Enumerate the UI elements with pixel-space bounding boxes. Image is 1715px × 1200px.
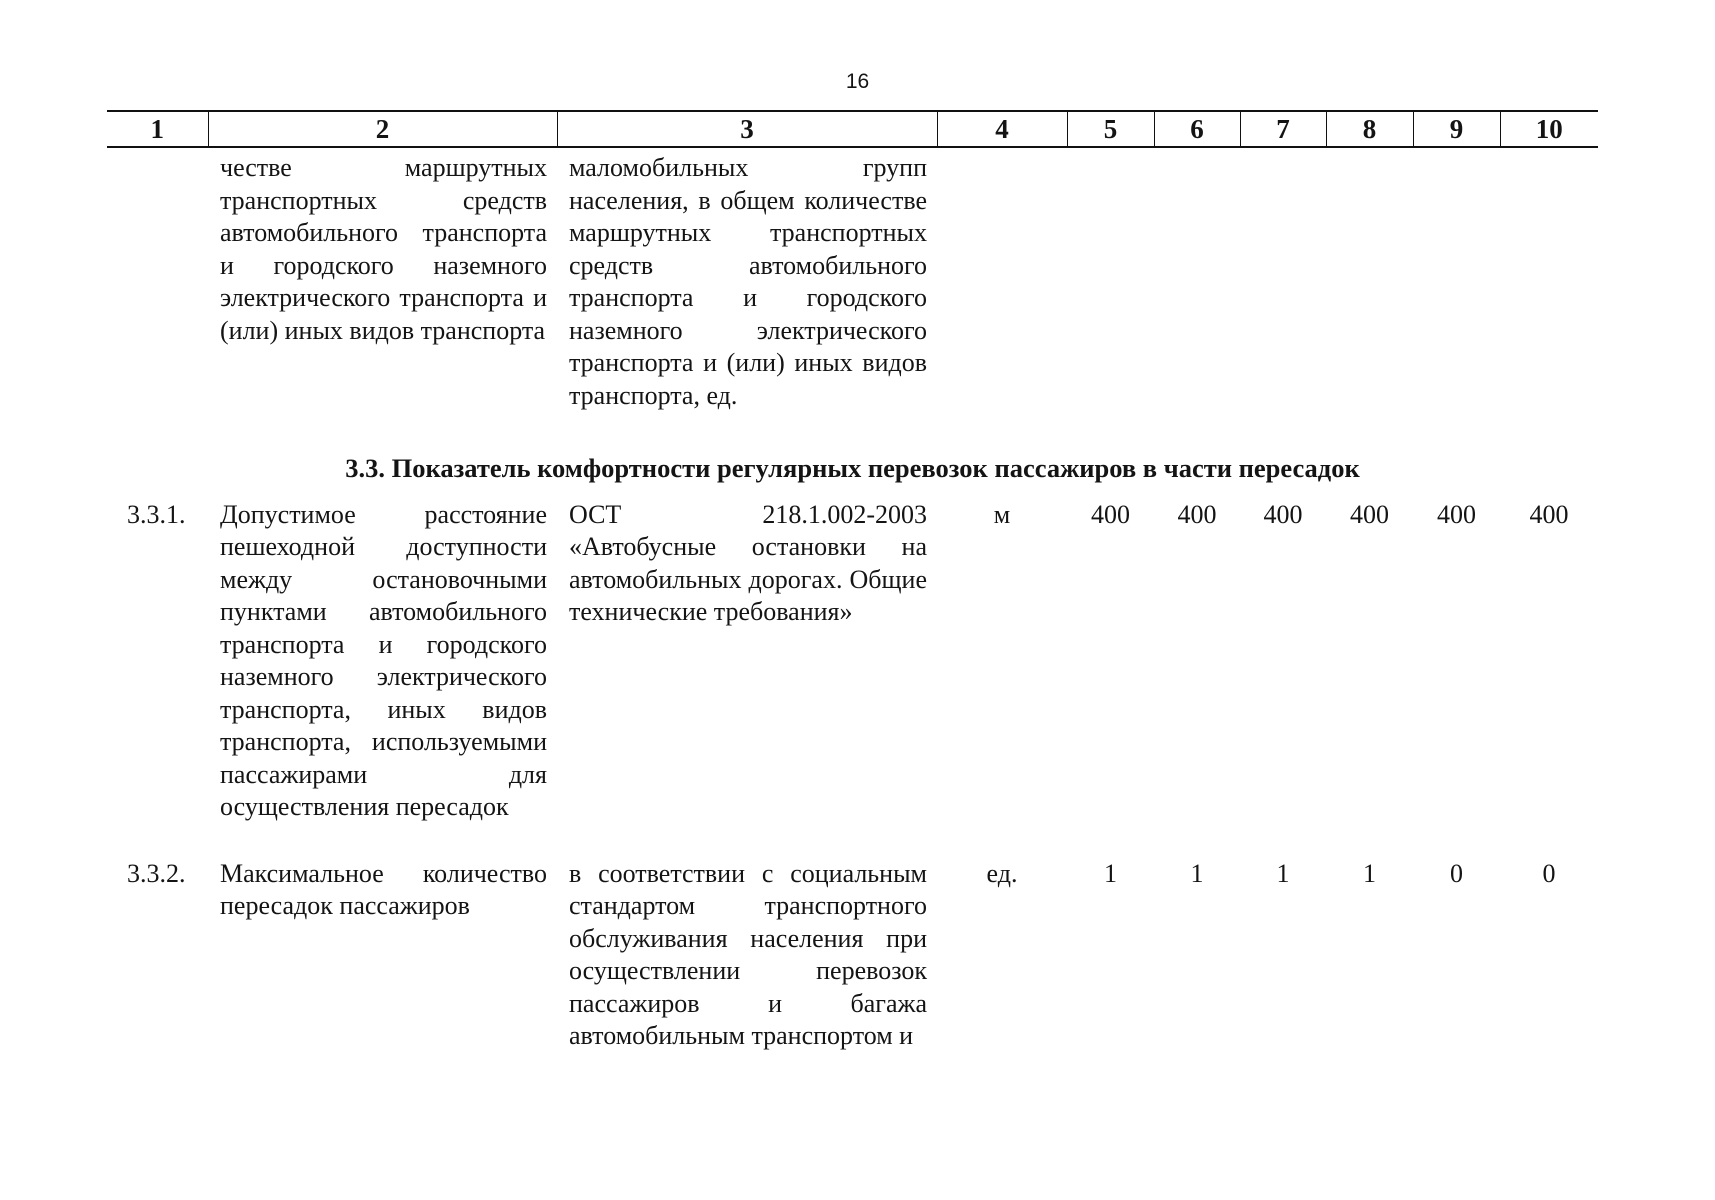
value-cell: 400: [1437, 499, 1476, 529]
column-number-header: 10: [1500, 111, 1598, 147]
column-number-header: 2: [208, 111, 557, 147]
indicator-table: [107, 110, 1598, 1053]
continued-row: [107, 147, 1598, 412]
column-number-header: 6: [1154, 111, 1240, 147]
row-code: [107, 147, 208, 412]
value-cell: 400: [1529, 499, 1569, 529]
value-cell: 400: [1091, 499, 1130, 529]
column-number-header: 4: [937, 111, 1067, 147]
section-heading-row: [107, 412, 1598, 495]
value-cell: 1: [1276, 858, 1290, 888]
column-number-header: 7: [1240, 111, 1326, 147]
value-cell: 0: [1450, 858, 1463, 888]
table-row: [107, 495, 1598, 858]
value-cell: 400: [1350, 499, 1389, 529]
indicator-name: честве маршрутных транспортных средств автомобильного транспорта и городского наземного электрического транспорта и (или) иных видов транспорта: [220, 153, 547, 345]
value-cell: 1: [1190, 858, 1204, 888]
table-row: [107, 858, 1598, 1053]
section-title: 3.3. Показатель комфортности регулярных перевозок пассажиров в части пересадок: [345, 453, 1360, 483]
column-number-header: 1: [107, 111, 208, 147]
value-cell: 1: [1363, 858, 1376, 888]
column-number-header: 5: [1067, 111, 1154, 147]
indicator-basis: ОСТ 218.1.002-2003 «Автобусные остановки на автомобильных дорогах. Общие технические требования»: [569, 499, 927, 626]
value-cell: 400: [1263, 499, 1303, 529]
column-number-header: 9: [1413, 111, 1500, 147]
indicator-name: Допустимое расстояние пешеходной доступности между остановочными пунктами автомобильного транспорта и городского наземного электрического транспорта, иных видов транспорта, используемыми пассажирами для осуществления пересадок: [220, 499, 547, 821]
column-number-header-row: [107, 111, 1598, 147]
value-cell: 1: [1104, 858, 1117, 888]
value-cell: 0: [1542, 858, 1556, 888]
column-number-header: 8: [1326, 111, 1413, 147]
indicator-basis: в соответствии с социальным стандартом транспортного обслуживания населения при осуществлении перевозок пассажиров и багажа автомобильным транспортом и: [569, 858, 927, 1050]
value-cell: 400: [1177, 499, 1217, 529]
page-number: 16: [845, 70, 870, 93]
indicator-name: Максимальное количество пересадок пассажиров: [220, 858, 547, 920]
indicator-basis: маломобильных групп населения, в общем количестве маршрутных транспортных средств автомобильного транспорта и городского наземного электрического транспорта и (или) иных видов транспорта, ед.: [569, 153, 927, 410]
unit-cell: м: [993, 499, 1011, 529]
row-code: 3.3.1.: [127, 499, 186, 529]
unit-cell: ед.: [986, 858, 1018, 888]
row-code: 3.3.2.: [127, 858, 186, 888]
column-number-header: 3: [557, 111, 937, 147]
